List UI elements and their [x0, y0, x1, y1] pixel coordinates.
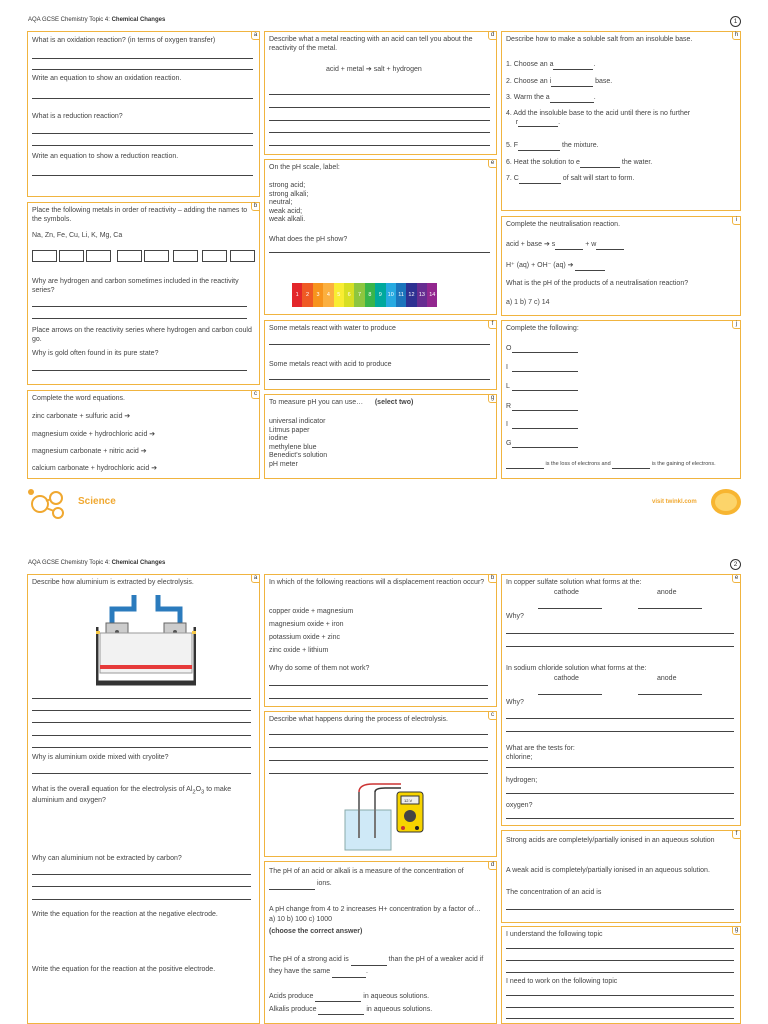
box-tag: h	[732, 31, 741, 40]
reactivity-box[interactable]	[32, 250, 57, 262]
question-text: What are the tests for: chlorine;	[506, 745, 575, 761]
answer-line[interactable]	[269, 344, 490, 345]
step-2: 2. Choose an i base.	[506, 78, 613, 85]
reactivity-series-box	[27, 202, 260, 385]
answer-line[interactable]	[32, 306, 247, 307]
ph-cell: 2	[302, 283, 312, 307]
reactivity-box[interactable]	[117, 250, 142, 262]
ph-scale-bar	[292, 283, 437, 307]
reactivity-box[interactable]	[86, 250, 111, 262]
answer-line[interactable]	[638, 694, 702, 695]
question-text: Write the equation for the reaction at the negative electrode.	[32, 911, 218, 918]
ph-cell: 8	[365, 283, 375, 307]
question-text: Describe what happens during the process of electrolysis.	[269, 716, 448, 723]
question-text: Why can aluminium not be extracted by carbon?	[32, 855, 182, 862]
answer-line[interactable]	[506, 731, 734, 732]
soluble-salt-box	[501, 31, 741, 211]
electrolysis-products-box	[501, 574, 741, 826]
word-equation: zinc carbonate + sulfuric acid ➔	[32, 413, 131, 420]
step-4: 4. Add the insoluble base to the acid until there is no further r .	[506, 110, 691, 126]
question-text: Place the following metals in order of reactivity – adding the names to the symbols.	[32, 207, 248, 223]
answer-line[interactable]	[32, 145, 253, 146]
answer-line[interactable]	[269, 132, 490, 133]
answer-options[interactable]: a) 10 b) 100 c) 1000	[269, 916, 333, 923]
answer-line[interactable]	[32, 747, 251, 748]
box-tag: e	[732, 574, 741, 583]
answer-line[interactable]	[32, 874, 251, 875]
question-text: oxygen?	[506, 802, 533, 809]
question-text: Why do some of them not work?	[269, 665, 370, 672]
option-item[interactable]: Litmus paper	[269, 426, 310, 434]
box-tag: f	[488, 320, 497, 329]
question-text: What is the overall equation for the electrolysis of $Al_2O_3$ to make aluminium and oxygen?	[32, 786, 232, 804]
acronym-letter: R	[506, 403, 512, 410]
science-logo-icon	[26, 486, 72, 522]
answer-line[interactable]	[32, 886, 251, 887]
anode-label: anode	[657, 589, 677, 596]
answer-line[interactable]	[269, 145, 490, 146]
label-list: strong acid; strong alkali; neutral; weak acid; weak alkali.	[269, 182, 309, 223]
answer-line[interactable]	[506, 909, 734, 910]
option-item[interactable]: Benedict's solution	[269, 452, 328, 459]
answer-line[interactable]	[512, 371, 578, 372]
question-text: Describe how to make a soluble salt from an insoluble base.	[506, 36, 693, 43]
ph-cell: 9	[375, 283, 385, 307]
answer-line[interactable]	[506, 633, 734, 634]
acronym-letter: I	[506, 421, 508, 428]
question-text: What is the pH of the products of a neutralisation reaction?	[506, 280, 689, 287]
option-item[interactable]: potassium oxide + zinc	[269, 634, 341, 641]
answer-line[interactable]	[32, 698, 251, 699]
cathode-label: cathode	[554, 675, 579, 682]
cathode-label: cathode	[554, 589, 579, 596]
ph-cell: 13	[417, 283, 427, 307]
question-text: Describe what a metal reacting with an acid can tell you about the reactivity of the metal.	[269, 36, 473, 52]
question-text: What is an oxidation reaction? (in terms of oxygen transfer)	[32, 37, 216, 44]
answer-line[interactable]	[538, 608, 602, 609]
ph-cell: 6	[344, 283, 354, 307]
question-text: Some metals react with acid to produce	[269, 361, 392, 368]
ph-concentration-box	[264, 861, 497, 1024]
box-tag: d	[488, 861, 497, 870]
option-list	[269, 605, 353, 657]
option-item[interactable]: iodine	[269, 435, 288, 442]
word-equation: magnesium oxide + hydrochloric acid ➔	[32, 431, 156, 438]
answer-line[interactable]	[269, 685, 488, 686]
answer-line[interactable]	[32, 69, 253, 70]
meter-readout: 12.V	[404, 798, 413, 803]
answer-line[interactable]	[269, 94, 490, 95]
ph-cell: 5	[334, 283, 344, 307]
answer-line[interactable]	[32, 370, 247, 371]
word-equation: magnesium carbonate + nitric acid ➔	[32, 448, 147, 455]
question-text: The concentration of an acid is	[506, 889, 602, 896]
ph-cell: 3	[313, 283, 323, 307]
ph-cell: 10	[386, 283, 396, 307]
question-text[interactable]: Strong acids are completely/partially ionised in an aqueous solution	[506, 837, 715, 844]
answer-line[interactable]	[512, 410, 578, 411]
oilrig-box	[501, 320, 741, 479]
page-title: Chemical Changes	[111, 17, 166, 23]
answer-line[interactable]	[506, 1007, 734, 1008]
question-text: hydrogen;	[506, 777, 538, 784]
question-text: Acids produce in aqueous solutions.	[269, 993, 430, 1000]
answer-line[interactable]	[269, 379, 490, 380]
reactivity-box[interactable]	[230, 250, 255, 262]
answer-line[interactable]	[512, 390, 578, 391]
worksheet-page-2	[0, 540, 768, 1024]
question-text[interactable]: A weak acid is completely/partially ionised in an aqueous solution.	[506, 867, 710, 874]
answer-line[interactable]	[269, 760, 488, 761]
equation-text: acid + base ➔ s + w	[506, 241, 624, 250]
ph-cell: 12	[406, 283, 416, 307]
science-label: Science	[78, 496, 116, 507]
question-text: Why?	[506, 699, 524, 706]
question-text: Write an equation to show a reduction reaction.	[32, 153, 179, 160]
question-text: Complete the neutralisation reaction.	[506, 221, 621, 228]
answer-line[interactable]	[506, 646, 734, 647]
step-7: 7. C of salt will start to form.	[506, 175, 635, 182]
question-text: Write the equation for the reaction at the positive electrode.	[32, 966, 216, 973]
measure-ph-box	[264, 394, 497, 479]
question-text: A pH change from 4 to 2 increases H+ concentration by a factor of…	[269, 906, 481, 913]
question-text: In copper sulfate solution what forms at the:	[506, 579, 642, 586]
step-5: 5. F the mixture.	[506, 142, 599, 149]
acronym-letter: I	[506, 364, 508, 371]
question-text: Place arrows on the reactivity series where hydrogen and carbon could go.	[32, 327, 252, 343]
answer-line[interactable]	[269, 734, 488, 735]
question-text: What does the pH show?	[269, 236, 348, 243]
reactivity-box[interactable]	[173, 250, 198, 262]
box-tag: b	[488, 574, 497, 583]
question-text: Why is aluminium oxide mixed with cryolite?	[32, 754, 169, 761]
answer-line[interactable]	[506, 948, 734, 949]
box-tag: j	[732, 320, 741, 329]
answer-line[interactable]	[269, 698, 488, 699]
page-header: AQA GCSE Chemistry Topic 4: Chemical Changes	[28, 17, 166, 23]
box-tag: g	[732, 926, 741, 935]
answer-line[interactable]	[506, 1018, 734, 1019]
word-equation: calcium carbonate + hydrochloric acid ➔	[32, 465, 158, 472]
answer-line[interactable]	[506, 718, 734, 719]
acronym-letter: L	[506, 383, 510, 390]
acid-strength-box	[501, 830, 741, 923]
oilrig-sentence: is the loss of electrons and is the gaining of electrons.	[506, 460, 716, 469]
box-tag: i	[732, 216, 741, 225]
answer-line[interactable]	[538, 694, 602, 695]
answer-line[interactable]	[269, 120, 490, 121]
equation-text: H⁺ (aq) + OH⁻ (aq) ➔	[506, 262, 605, 271]
ph-scale-box	[264, 159, 497, 315]
answer-line[interactable]	[269, 252, 490, 253]
box-tag: a	[251, 31, 260, 40]
step-6: 6. Heat the solution to e the water.	[506, 159, 653, 166]
acronym-letter: O	[506, 345, 512, 352]
electrolysis-cell-diagram	[96, 593, 196, 688]
neutralisation-box	[501, 216, 741, 316]
answer-line[interactable]	[32, 133, 253, 134]
box-tag: e	[488, 159, 497, 168]
step-3: 3. Warm the a .	[506, 94, 596, 101]
question-text: The pH of a strong acid is than the pH of a weaker acid if they have the same .	[269, 954, 491, 978]
question-text: I need to work on the following topic	[506, 978, 618, 985]
oxidation-reduction-box	[27, 31, 260, 197]
aluminium-extraction-box	[27, 574, 260, 1024]
answer-line[interactable]	[32, 58, 253, 59]
metal-list: Na, Zn, Fe, Cu, Li, K, Mg, Ca	[32, 232, 123, 239]
answer-options[interactable]: a) 1 b) 7 c) 14	[506, 299, 550, 306]
displacement-box	[264, 574, 497, 707]
reactivity-box[interactable]	[144, 250, 169, 262]
option-item[interactable]: methylene blue	[269, 443, 317, 451]
metal-reactions-box	[264, 320, 497, 390]
answer-line[interactable]	[269, 747, 488, 748]
step-1: 1. Choose an a .	[506, 61, 596, 68]
question-text: The pH of an acid or alkali is a measure of the concentration of ions.	[269, 866, 489, 890]
option-item[interactable]: zinc oxide + lithium	[269, 647, 329, 654]
ph-cell: 1	[292, 283, 302, 307]
box-tag: c	[488, 711, 497, 720]
equation-text: acid + metal ➔ salt + hydrogen	[326, 66, 422, 73]
answer-line[interactable]	[32, 722, 251, 723]
ph-cell: 7	[354, 283, 364, 307]
question-text: Complete the word equations.	[32, 395, 125, 402]
option-item[interactable]: magnesium oxide + iron	[269, 621, 344, 628]
self-assessment-box	[501, 926, 741, 1024]
question-text: Why?	[506, 613, 524, 620]
question-text: What is a reduction reaction?	[32, 113, 123, 120]
answer-line[interactable]	[32, 98, 253, 99]
ph-cell: 11	[396, 283, 406, 307]
answer-line[interactable]	[506, 793, 734, 794]
answer-line[interactable]	[638, 608, 702, 609]
answer-line[interactable]	[32, 735, 251, 736]
question-text: Complete the following:	[506, 325, 579, 332]
answer-line[interactable]	[512, 428, 578, 429]
answer-line[interactable]	[32, 710, 251, 711]
answer-line[interactable]	[32, 175, 253, 176]
page-title: Chemical Changes	[111, 560, 166, 566]
question-text: In sodium chloride solution what forms at the:	[506, 665, 647, 672]
option-item[interactable]: universal indicator	[269, 418, 326, 425]
option-list	[269, 418, 327, 469]
answer-line[interactable]	[269, 107, 490, 108]
question-text: Why is gold often found in its pure state?	[32, 350, 159, 357]
reactivity-box[interactable]	[59, 250, 84, 262]
answer-line[interactable]	[512, 352, 578, 353]
box-tag: f	[732, 830, 741, 839]
visit-link[interactable]: visit twinkl.com	[652, 499, 697, 505]
answer-line[interactable]	[32, 318, 247, 319]
answer-line[interactable]	[506, 818, 734, 819]
question-text: To measure pH you can use… (select two)	[269, 399, 414, 406]
page-number: 2	[730, 559, 741, 570]
answer-line[interactable]	[32, 773, 251, 774]
ph-cell: 14	[427, 283, 437, 307]
option-item[interactable]: pH meter	[269, 460, 298, 468]
question-text: On the pH scale, label:	[269, 164, 340, 171]
question-text: Alkalis produce in aqueous solutions.	[269, 1006, 433, 1013]
answer-line[interactable]	[506, 767, 734, 768]
instruction-text: (choose the correct answer)	[269, 928, 363, 935]
answer-line[interactable]	[506, 995, 734, 996]
box-tag: a	[251, 574, 260, 583]
answer-line[interactable]	[512, 447, 578, 448]
question-text: Some metals react with water to produce	[269, 325, 396, 332]
question-text: I understand the following topic	[506, 931, 603, 938]
question-text: Write an equation to show an oxidation reaction.	[32, 75, 182, 82]
answer-line[interactable]	[506, 972, 734, 973]
page-header: AQA GCSE Chemistry Topic 4: Chemical Changes	[28, 560, 166, 566]
ph-cell: 4	[323, 283, 333, 307]
answer-line[interactable]	[506, 960, 734, 961]
anode-label: anode	[657, 675, 677, 682]
box-tag: g	[488, 394, 497, 403]
question-text: In which of the following reactions will a displacement reaction occur?	[269, 579, 485, 586]
electrolysis-process-box	[264, 711, 497, 857]
electrolysis-apparatus-diagram	[343, 782, 425, 854]
page-number: 1	[730, 16, 741, 27]
metal-acid-box	[264, 31, 497, 155]
reactivity-box[interactable]	[202, 250, 227, 262]
answer-line[interactable]	[32, 899, 251, 900]
question-text: Describe how aluminium is extracted by electrolysis.	[32, 579, 194, 586]
twinkl-logo-icon	[710, 488, 742, 516]
word-equations-box	[27, 390, 260, 479]
box-tag: b	[251, 202, 260, 211]
box-tag: d	[488, 31, 497, 40]
answer-line[interactable]	[269, 773, 488, 774]
question-text: Why are hydrogen and carbon sometimes included in the reactivity series?	[32, 278, 239, 294]
acronym-letter: G	[506, 440, 512, 447]
box-tag: c	[251, 390, 260, 399]
option-item[interactable]: copper oxide + magnesium	[269, 608, 354, 615]
